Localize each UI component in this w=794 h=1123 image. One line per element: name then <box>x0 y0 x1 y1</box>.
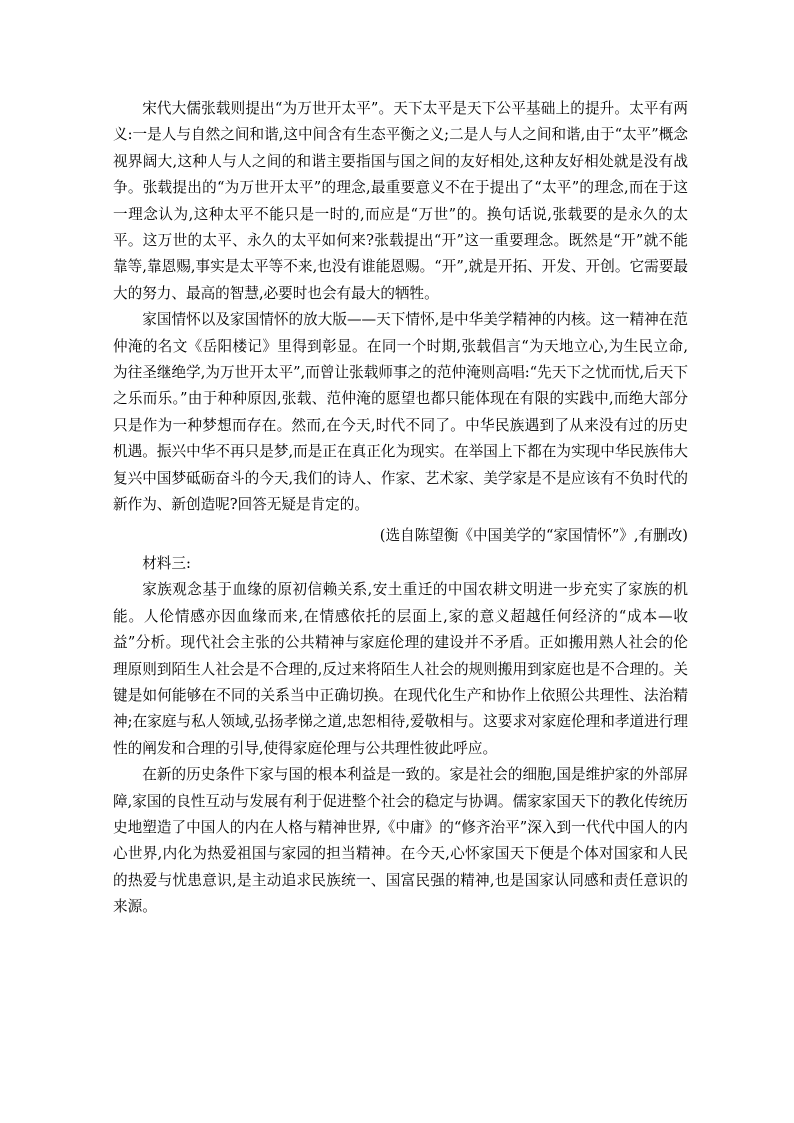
source-citation: (选自陈望衡《中国美学的“家国情怀”》,有删改) <box>379 526 688 544</box>
paragraph-taiping: 宋代大儒张载则提出“为万世开太平”。天下太平是天下公平基础上的提升。太平有两义:一是人与自然之间和谐,这中间含有生态平衡之义;二是人与人之间和谐,由于“太平”概念视界阔大,这种人与人之间的和谐主要指国与国之间的友好相处,这种友好相处就是没有战争。张载提出的“为万世开太平”的理念,最重要意义不在于提出了“太平”的理念,而在于这一理念认为,这种太平不能只是一时的,而应是“万世”的。换句话说,张载要的是永久的太平。这万世的太平、永久的太平如何来?张载提出“开”这一重要理念。既然是“开”就不能靠等,靠恩赐,事实是太平等不来,也没有谁能恩赐。“开”,就是开拓、开发、开创。它需要最大的努力、最高的智慧,必要时也会有最大的牺牲。 <box>113 100 688 302</box>
paragraph-family-concept: 家族观念基于血缘的原初信赖关系,安土重迁的中国农耕文明进一步充实了家族的机能。人伦情感亦因血缘而来,在情感依托的层面上,家的意义超越任何经济的“成本—收益”分析。现代社会主张的公共精神与家庭伦理的建设并不矛盾。正如搬用熟人社会的伦理原则到陌生人社会是不合理的,反过来将陌生人社会的规则搬用到家庭也是不合理的。关键是如何能够在不同的关系当中正确切换。在现代化生产和协作上依照公共理性、法治精神;在家庭与私人领域,弘扬孝悌之道,忠恕相待,爱敬相与。这要求对家庭伦理和孝道进行理性的阐发和合理的引导,使得家庭伦理与公共理性彼此呼应。 <box>113 581 688 757</box>
material-three-heading: 材料三: <box>142 554 191 572</box>
paragraph-jiaguo-qinghuai: 家国情怀以及家国情怀的放大版——天下情怀,是中华美学精神的内核。这一精神在范仲淹的名文《岳阳楼记》里得到彰显。在同一个时期,张载倡言“为天地立心,为生民立命,为往圣继绝学,为万世开太平”,而曾让张载师事之的范仲淹则高唱:“先天下之忧而忧,后天下之乐而乐。”由于种种原因,张载、范仲淹的愿望也都只能体现在有限的实践中,而绝大部分只是作为一种梦想而存在。然而,在今天,时代不同了。中华民族遇到了从来没有过的历史机遇。振兴中华不再只是梦,而是正在真正化为现实。在举国上下都在为实现中华民族伟大复兴中国梦砥砺奋斗的今天,我们的诗人、作家、艺术家、美学家是不是应该有不负时代的新作为、新创造呢?回答无疑是肯定的。 <box>113 311 688 514</box>
document-page <box>113 96 688 921</box>
paragraph-family-nation: 在新的历史条件下家与国的根本利益是一致的。家是社会的细胞,国是维护家的外部屏障,家国的良性互动与发展有利于促进整个社会的稳定与协调。儒家家国天下的教化传统历史地塑造了中国人的内在人格与精神世界,《中庸》的“修齐治平”深入到一代代中国人的内心世界,内化为热爱祖国与家园的担当精神。在今天,心怀家国天下便是个体对国家和人民的热爱与忧患意识,是主动追求民族统一、国富民强的精神,也是国家认同感和责任意识的来源。 <box>113 766 688 916</box>
